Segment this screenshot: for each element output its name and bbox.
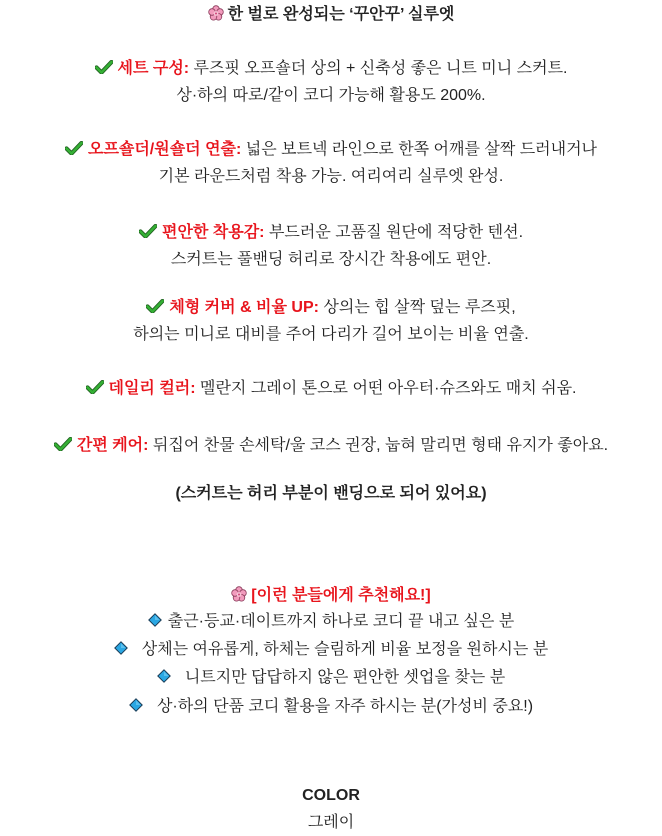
feature-text: 뒤집어 찬물 손세탁/울 코스 권장, 눕혀 말리면 형태 유지가 좋아요.	[148, 437, 609, 454]
feature-easy-care	[0, 435, 662, 457]
feature-text: 부드러운 고품질 원단에 적당한 텐션.	[264, 224, 524, 241]
blue-diamond-icon	[129, 698, 143, 712]
recommend-title-text: [이런 분들에게 추천해요!]	[251, 587, 431, 604]
recommend-item-text: 출근·등교·데이트까지 하나로 코디 끝 내고 싶은 분	[167, 613, 515, 630]
feature-set-composition	[0, 58, 662, 80]
feature-text-line2: 기본 라운드처럼 착용 가능. 여리여리 실루엣 완성.	[158, 168, 504, 185]
recommend-item	[0, 639, 662, 661]
blue-diamond-icon	[148, 613, 162, 627]
color-label: COLOR	[302, 787, 360, 804]
color-value: 그레이	[307, 814, 355, 831]
recommend-item-text: 니트지만 답답하지 않은 편안한 셋업을 찾는 분	[184, 669, 506, 686]
recommend-title	[0, 585, 662, 607]
check-mark-icon	[139, 224, 157, 238]
feature-label: 데일리 컬러:	[108, 380, 196, 397]
feature-text: 넓은 보트넥 라인으로 한쪽 어깨를 살짝 드러내거나	[241, 141, 598, 158]
feature-text-line2: 스커트는 풀밴딩 허리로 장시간 착용에도 편안.	[170, 251, 492, 268]
feature-label: 체형 커버 & 비율 UP:	[169, 299, 319, 316]
feature-text: 루즈핏 오프숄더 상의 + 신축성 좋은 니트 미니 스커트.	[189, 60, 568, 77]
feature-off-shoulder	[0, 139, 662, 161]
check-mark-icon	[65, 141, 83, 155]
headline-text: 한 벌로 완성되는 ‘꾸안꾸’ 실루엣	[227, 6, 455, 23]
check-mark-icon	[86, 380, 104, 394]
feature-daily-color	[0, 378, 662, 400]
recommend-item	[0, 667, 662, 689]
feature-label: 세트 구성:	[117, 60, 190, 77]
check-mark-icon	[54, 437, 72, 451]
feature-comfort	[0, 222, 662, 244]
feature-body-cover	[0, 297, 662, 319]
headline	[0, 4, 662, 26]
feature-text-line2: 상·하의 따로/같이 코디 가능해 활용도 200%.	[176, 87, 486, 104]
feature-text: 상의는 힙 살짝 덮는 루즈핏,	[318, 299, 516, 316]
feature-text: 멜란지 그레이 톤으로 어떤 아우터·슈즈와도 매치 쉬움.	[195, 380, 577, 397]
feature-label: 오프숄더/원숄더 연출:	[87, 141, 242, 158]
cherry-blossom-icon	[231, 586, 247, 602]
recommend-item-text: 상체는 여유롭게, 하체는 슬림하게 비율 보정을 원하시는 분	[141, 641, 549, 658]
check-mark-icon	[146, 299, 164, 313]
feature-label: 간편 케어:	[76, 437, 149, 454]
check-mark-icon	[95, 60, 113, 74]
blue-diamond-icon	[157, 669, 171, 683]
recommend-item	[0, 611, 662, 633]
skirt-band-note: (스커트는 허리 부분이 밴딩으로 되어 있어요)	[175, 485, 487, 502]
blue-diamond-icon	[114, 641, 128, 655]
cherry-blossom-icon	[208, 5, 224, 21]
recommend-item-text: 상·하의 단품 코디 활용을 자주 하시는 분(가성비 중요!)	[156, 698, 534, 715]
feature-label: 편안한 착용감:	[161, 224, 265, 241]
feature-text-line2: 하의는 미니로 대비를 주어 다리가 길어 보이는 비율 연출.	[133, 326, 529, 343]
recommend-item	[0, 696, 662, 718]
